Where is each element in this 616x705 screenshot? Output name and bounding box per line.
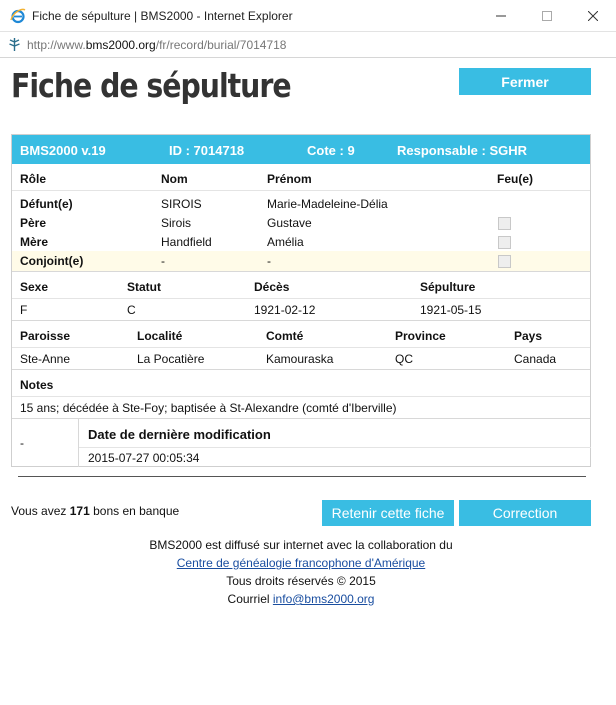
correction-button[interactable]: Correction: [459, 500, 591, 526]
modification-column: [78, 419, 590, 467]
pays-value: Canada: [514, 352, 557, 366]
persons-header-row: [12, 164, 590, 191]
page-title: Fiche de sépulture: [11, 66, 291, 105]
modification-label: Date de dernière modification: [88, 427, 271, 442]
paroisse-value: Ste-Anne: [20, 352, 71, 366]
record-cote: Cote : 9: [307, 143, 355, 158]
role-label: Défunt(e): [20, 197, 73, 211]
role-label: Conjoint(e): [20, 254, 84, 268]
person-nom: -: [161, 254, 165, 268]
burial-record: [11, 134, 591, 467]
localite-value: La Pocatière: [137, 352, 205, 366]
footer: [0, 536, 602, 608]
url-prefix: http://www.: [27, 38, 86, 52]
divider: [18, 476, 586, 477]
column-header: Localité: [137, 329, 183, 343]
feu-checkbox[interactable]: [498, 255, 511, 268]
modification-date: 2015-07-27 00:05:34: [88, 451, 200, 465]
cgfa-link[interactable]: Centre de généalogie francophone d'Amérique: [176, 556, 426, 570]
modification-dash: -: [20, 436, 24, 450]
site-tree-icon: [7, 37, 22, 52]
close-button[interactable]: Fermer: [459, 68, 591, 95]
url-path: /fr/record/burial/7014718: [155, 38, 287, 52]
place-header-row: [12, 321, 590, 348]
internet-explorer-icon: [10, 8, 26, 24]
province-value: QC: [395, 352, 413, 366]
url-domain: bms2000.org: [85, 38, 156, 52]
record-responsable: Responsable : SGHR: [397, 143, 528, 158]
place-section: [12, 320, 590, 369]
address-url[interactable]: [27, 38, 286, 52]
footer-copyright: Tous droits réservés © 2015: [226, 574, 376, 588]
column-header: Nom: [161, 172, 188, 186]
person-prenom: Marie-Madeleine-Délia: [267, 197, 388, 211]
role-label: Père: [20, 216, 47, 230]
person-prenom: Gustave: [267, 216, 312, 230]
column-header: Décès: [254, 280, 290, 294]
column-header: Rôle: [20, 172, 47, 186]
column-header: Paroisse: [20, 329, 71, 343]
record-id: ID : 7014718: [169, 143, 245, 158]
minimize-icon: [496, 11, 506, 21]
sexe-value: F: [20, 303, 28, 317]
bank-balance: [11, 504, 179, 518]
footer-line-1: BMS2000 est diffusé sur internet avec la collaboration du: [149, 538, 453, 552]
retain-record-button[interactable]: Retenir cette fiche: [322, 500, 454, 526]
notes-header-row: [12, 370, 590, 397]
notes-section: [12, 369, 590, 418]
bank-count: 171: [69, 504, 90, 518]
persons-section: [12, 164, 590, 271]
email-link[interactable]: info@bms2000.org: [272, 592, 375, 606]
statut-value: C: [127, 303, 136, 317]
record-header: [12, 135, 590, 164]
notes-text: 15 ans; décédée à Ste-Foy; baptisée à St-Alexandre (comté d'Iberville): [20, 401, 397, 415]
person-prenom: Amélia: [267, 235, 304, 249]
notes-label: Notes: [20, 378, 54, 392]
maximize-button[interactable]: [524, 0, 570, 32]
close-window-button[interactable]: [570, 0, 616, 32]
comte-value: Kamouraska: [266, 352, 334, 366]
person-row-conjoint: [12, 251, 590, 271]
column-header: Sexe: [20, 280, 49, 294]
modification-section: [12, 418, 590, 466]
address-bar[interactable]: [0, 32, 616, 58]
deces-value: 1921-02-12: [254, 303, 316, 317]
sepulture-value: 1921-05-15: [420, 303, 482, 317]
feu-checkbox[interactable]: [498, 217, 511, 230]
footer-email-line: [0, 590, 602, 608]
vital-values-row: [12, 299, 590, 320]
close-icon: [588, 11, 598, 21]
person-prenom: -: [267, 254, 271, 268]
column-header: Pays: [514, 329, 543, 343]
person-row-pere: [12, 213, 590, 232]
footer-email-label: Courriel: [227, 592, 270, 606]
person-nom: SIROIS: [161, 197, 202, 211]
bank-prefix: Vous avez: [11, 504, 67, 518]
place-values-row: [12, 348, 590, 369]
vital-section: [12, 271, 590, 320]
column-header: Comté: [266, 329, 304, 343]
vital-header-row: [12, 272, 590, 299]
feu-checkbox[interactable]: [498, 236, 511, 249]
minimize-button[interactable]: [478, 0, 524, 32]
bank-suffix: bons en banque: [93, 504, 180, 518]
column-header: Prénom: [267, 172, 312, 186]
column-header: Province: [395, 329, 446, 343]
record-version: BMS2000 v.19: [20, 143, 106, 158]
person-nom: Sirois: [161, 216, 192, 230]
maximize-icon: [542, 11, 552, 21]
window-title: Fiche de sépulture | BMS2000 - Internet Explorer: [32, 9, 293, 23]
role-label: Mère: [20, 235, 49, 249]
column-header: Sépulture: [420, 280, 476, 294]
notes-row: [12, 397, 590, 418]
column-header: Statut: [127, 280, 161, 294]
person-nom: Handfield: [161, 235, 212, 249]
person-row-mere: [12, 232, 590, 251]
person-row-defunt: [12, 194, 590, 213]
column-header: Feu(e): [497, 172, 533, 186]
window-titlebar: [0, 0, 616, 32]
